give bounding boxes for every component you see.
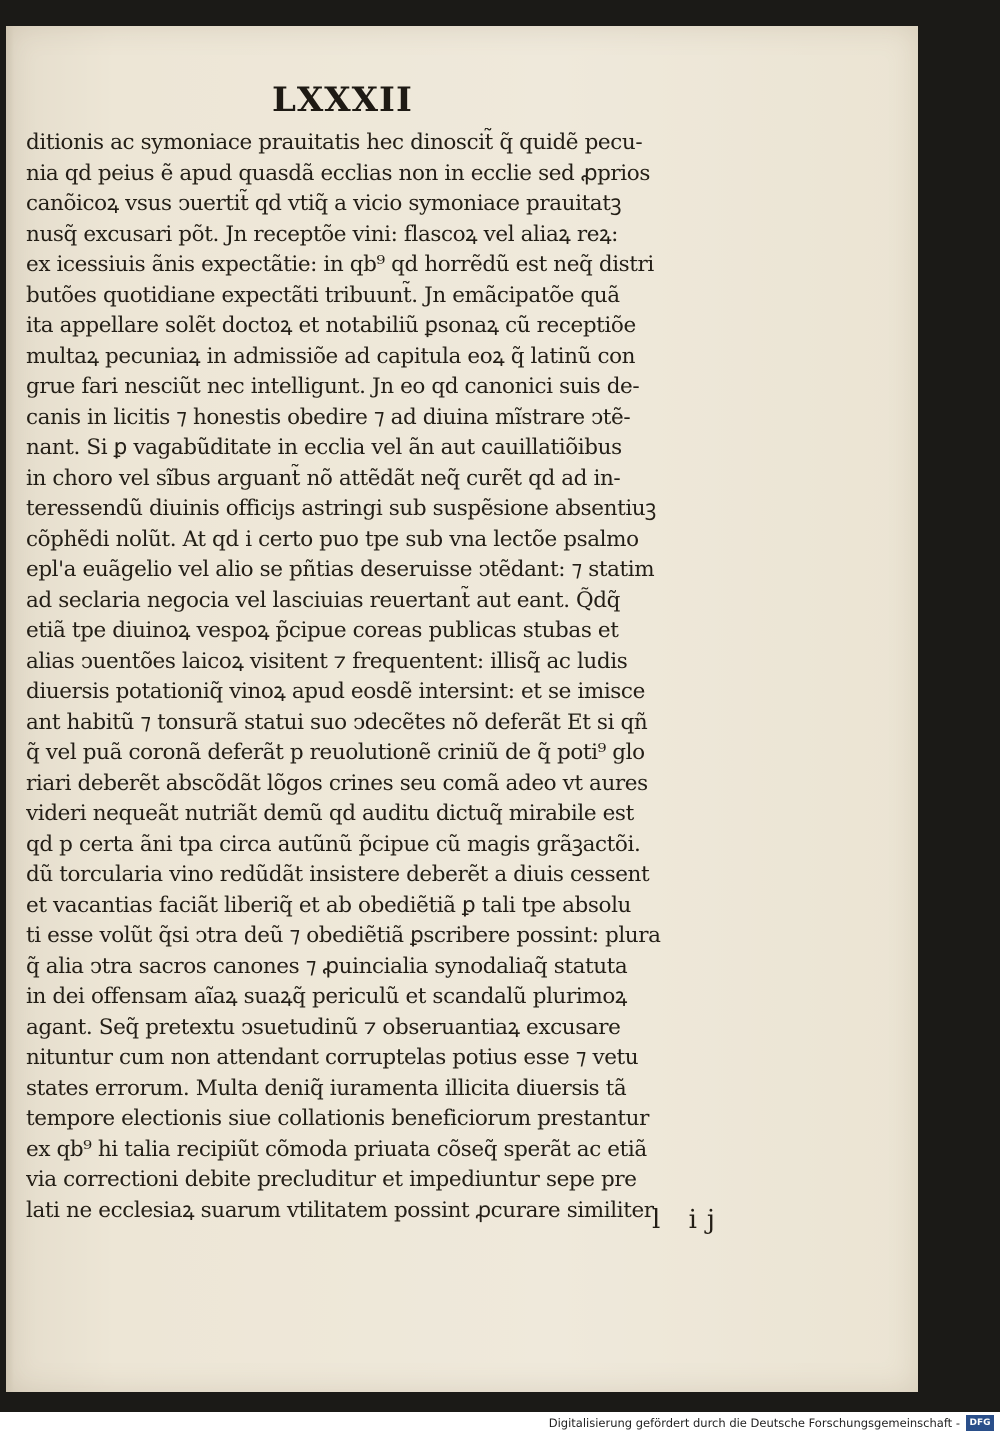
text-line: epl'a euãgelio vel alio se pñtias deseruisse ↄtẽdant: ⁊ statim (26, 557, 655, 582)
text-line: canis in licitis ⁊ honestis obedire ⁊ ad diuina mĩstrare ↄtẽ- (26, 404, 631, 430)
text-line: etiã tpe diuinoꝝ vespoꝝ p̃cipue coreas publicas stubas et (26, 618, 619, 643)
text-line: q̃ vel puã coronã deferãt p reuolutionẽ criniũ de q̃ poti⁹ glo (26, 740, 645, 765)
text-line: multaꝝ pecuniaꝝ in admissiõe ad capitula eoꝝ q̃ latinũ con (26, 343, 636, 369)
text-line: riari deberẽt abscõdãt lõgos crines seu comã adeo vt aures (26, 770, 648, 796)
text-line: ditionis ac symoniace prauitatis hec dinoscit̃ q̃ quidẽ pecu- (26, 130, 643, 155)
text-line: et vacantias faciãt liberiq̃ et ab obediẽtiã ꝑ tali tpe absolu (26, 892, 631, 918)
text-line: nusq̃ excusari põt. Jn receptõe vini: flascoꝝ vel aliaꝝ reꝝ: (26, 221, 618, 247)
text-line: ex qb⁹ hi talia recipiũt cõmoda priuata cõseq̃ sperãt ac etiã (26, 1136, 647, 1162)
text-line: in dei offensam aĩaꝝ suaꝝq̃ periculũ et scandalũ plurimoꝝ (26, 984, 627, 1009)
text-line: nituntur cum non attendant corruptelas potius esse ⁊ vetu (26, 1045, 639, 1070)
text-line: in choro vel sĩbus arguant̃ nõ attẽdãt neq̃ curẽt qd ad in- (26, 465, 621, 491)
folio-number: LXXXII (272, 80, 413, 120)
signature-mark: l ij (652, 1205, 725, 1235)
text-line: lati ne ecclesiaꝝ suarum vtilitatem possint ꝓcurare similiter (26, 1197, 654, 1223)
text-block (26, 128, 776, 1226)
text-line: cõphẽdi nolũt. At qd i certo puo tpe sub vna lectõe psalmo (26, 526, 639, 552)
text-line: q̃ alia ↄtra sacros canones ⁊ ꝓuincialia synodaliaq̃ statuta (26, 953, 628, 979)
text-line: nant. Si ꝑ vagabũditate in ecclia vel ãn aut cauillatiõibus (26, 435, 622, 460)
text-line: videri nequeãt nutriãt demũ qd auditu dictuq̃ mirabile est (26, 801, 634, 826)
text-line: ti esse volũt q̃si ↄtra deũ ⁊ obediẽtiã ꝑscribere possint: plura (26, 923, 661, 948)
text-line: nia qd peius ẽ apud quasdã ecclias non in ecclie sed ꝓprios (26, 160, 650, 186)
text-line: ita appellare solẽt doctoꝝ et notabiliũ ꝑsonaꝝ cũ receptiõe (26, 313, 636, 338)
footer-bar (0, 1412, 1000, 1437)
text-line: tempore electionis siue collationis beneficiorum prestantur (26, 1106, 649, 1131)
dfg-logo: DFG (966, 1415, 994, 1431)
text-line: qd p certa ãni tpa circa autũnũ p̃cipue cũ magis grãꝫactõi. (26, 831, 641, 857)
text-line: ex icessiuis ãnis expectãtie: in qb⁹ qd horrẽdũ est neq̃ distri (26, 252, 654, 277)
text-line: ant habitũ ⁊ tonsurã statui suo ↄdecẽtes nõ deferãt Et si qñ (26, 709, 648, 735)
text-line: teressendũ diuinis officiȷs astringi sub suspẽsione absentiuꝫ (26, 496, 656, 521)
text-line: alias ↄuentões laicoꝝ visitent ⁊ frequentent: illisq̃ ac ludis (26, 648, 628, 674)
text-line: grue fari nesciũt nec intelligunt. Jn eo qd canonici suis de- (26, 374, 640, 399)
text-line: via correctioni debite precluditur et impediuntur sepe pre (26, 1167, 637, 1192)
text-line: ad seclaria negocia vel lasciuias reuertant̃ aut eant. Q̃dq̃ (26, 587, 621, 613)
text-line: butões quotidiane expectãti tribuunt̃. Jn emãcipatõe quã (26, 282, 620, 308)
footer-credit: Digitalisierung gefördert durch die Deutsche Forschungsgemeinschaft - (548, 1416, 960, 1430)
text-line: agant. Seq̃ pretextu ↄsuetudinũ ⁊ obseruantiaꝝ excusare (26, 1014, 621, 1040)
text-line: canõicoꝝ vsus ↄuertit̃ qd vtiq̃ a vicio symoniace prauitatꝫ (26, 191, 622, 216)
text-line: dũ torcularia vino redũdãt insistere deberẽt a diuis cessent (26, 862, 650, 887)
text-line: diuersis potationiq̃ vinoꝝ apud eosdẽ intersint: et se imisce (26, 679, 645, 704)
text-line: states errorum. Multa deniq̃ iuramenta illicita diuersis tã (26, 1075, 627, 1101)
